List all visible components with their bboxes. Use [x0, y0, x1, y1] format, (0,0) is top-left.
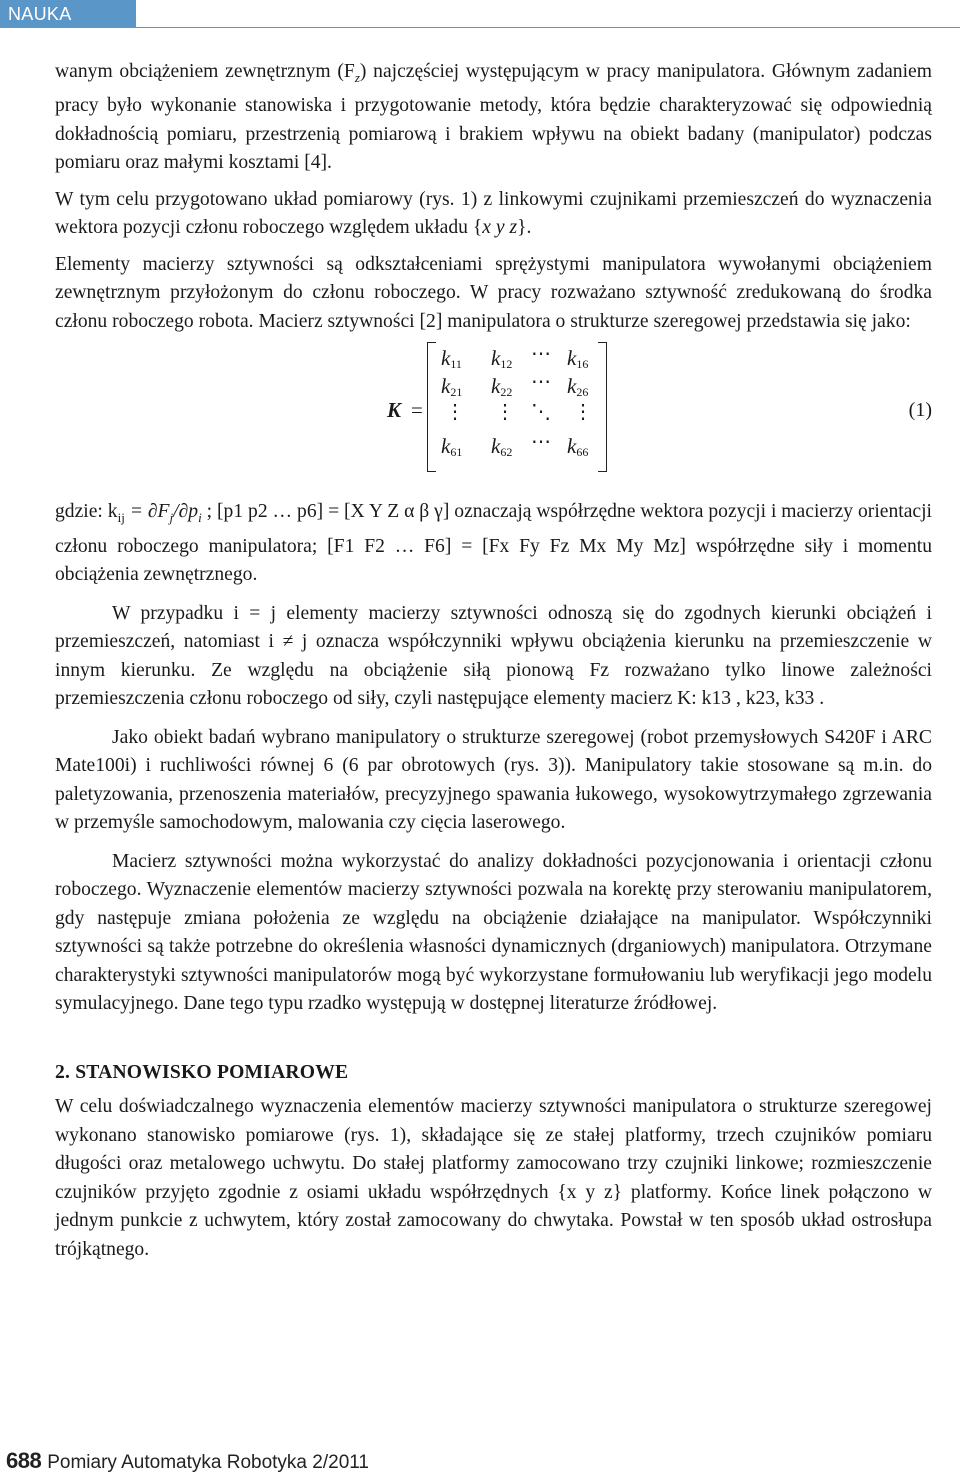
paragraph-4: [55, 498, 932, 589]
section-tag-label: NAUKA: [8, 4, 72, 24]
equation-number: (1): [908, 399, 932, 422]
matrix: [427, 340, 607, 472]
section-heading: 2. STANOWISKO POMIAROWE: [55, 1061, 349, 1083]
matrix-cell-16: $k_{16}$: [567, 346, 589, 372]
paragraph-5: W przypadku i = j elementy macierzy sztywności odnoszą się do zgodnych kierunki obciążeń i przemieszczeń, natomiast i ≠ j oznacza współczynniki wpływu obciążenia kierunku na przemieszczenie w innym kierunku. Ze względu na obciążenie siłą pionową Fz rozważano tylko linowe zależności przemieszczenia członu roboczego od siły, czyli następujące elementy macierz K: k13 , k23, k33 .: [55, 602, 932, 710]
matrix-cell-22: $k_{22}$: [491, 374, 513, 400]
section-tag: [0, 0, 136, 28]
page-number: 688: [6, 1448, 42, 1473]
paragraph-2: [55, 186, 932, 243]
matrix-right-bracket: [598, 342, 607, 472]
stiffness-matrix-formula: [55, 340, 932, 484]
paragraph-1-tail: ) najczęściej występującym w pracy manipulatora. Głównym zadaniem pracy było wykonanie stanowiska i przygotowanie metody, która będzie charakteryzować się odpowiednią dokładnością pomiaru, przestrzenią pomiarową i brakiem wpływu na obiekt badany (manipulator) podczas pomiaru oraz małymi kosztami [4].: [55, 61, 932, 174]
paragraph-1-text: wanym obciążeniem zewnętrznym (F: [55, 61, 355, 82]
p4-rest: 1 p2 … p6] = [X Y Z α β γ] oznaczają współrzędne wektora pozycji i macierzy orientacji członu roboczego manipulatora; [F1 F2 … F6] = [Fx Fy Fz Mx My Mz] współrzędne siły i momentu obciążenia zewnętrznego.: [55, 501, 932, 586]
p4-b: = ∂F: [124, 501, 170, 523]
p4-a: gdzie: k: [55, 501, 118, 523]
matrix-cell-11: $k_{11}$: [441, 346, 462, 372]
matrix-cell-62: $k_{62}$: [491, 434, 513, 460]
header-rule: [136, 27, 960, 28]
matrix-cell-12: $k_{12}$: [491, 346, 513, 372]
paragraph-3: Elementy macierzy sztywności są odkształceniami sprężystymi manipulatora wywołanymi obciążeniem zewnętrznym przyłożonym do członu roboczego. W pracy rozważano sztywność zredukowaną do środka członu roboczego robota. Macierz sztywności [2] manipulatora o strukturze szeregowej przedstawia się jako:: [55, 253, 932, 332]
matrix-vdots-1: ⋮: [445, 401, 465, 424]
matrix-vdots-2: ⋮: [495, 401, 515, 424]
matrix-ddots: ⋱: [531, 401, 551, 424]
p4-sub-j: j: [169, 510, 174, 526]
p4-c: /∂p: [173, 501, 199, 523]
paragraph-2-vars: x y z: [482, 217, 518, 239]
paragraph-6: Jako obiekt badań wybrano manipulatory o strukturze szeregowej (robot przemysłowych S420F i ARC Mate100i) i ruchliwości równej 6 (6 par obrotowych (rys. 3)). Manipulatory takie stosowane są m.in. do paletyzowania, przenoszenia materiałów, precyzyjnego spawania łukowego, wysokowytrzymałego zgrzewania w przemyśle samochodowym, malowania czy cięcia laserowego.: [55, 726, 932, 834]
journal-name: Pomiary Automatyka Robotyka 2/2011: [47, 1452, 369, 1473]
formula-equals: =: [411, 398, 423, 423]
paragraph-7: Macierz sztywności można wykorzystać do analizy dokładności pozycjonowania i orientacji członu roboczego. Wyznaczenie elementów macierzy sztywności pozwala na korektę przy sterowaniu manipulatorem, gdy następuje zmiana położenia ze względu na obciążenie działające na manipulator. Współczynniki sztywności są także potrzebne do określenia własności dynamicznych (drganiowych) manipulatora. Otrzymane charakterystyki sztywności manipulatorów mogą być wykorzystane formułowaniu lub weryfikacji jego modelu symulacyjnego. Dane tego typu rzadko występują w dostępnej literaturze źródłowej.: [55, 850, 932, 1015]
article-body: [55, 58, 932, 1264]
matrix-cell-66: $k_{66}$: [567, 434, 589, 460]
matrix-cell-26: $k_{26}$: [567, 374, 589, 400]
matrix-vdots-3: ⋮: [573, 401, 593, 424]
p4-d: ; [p: [201, 501, 234, 523]
paragraph-8: W celu doświadczalnego wyznaczenia elementów macierzy sztywności manipulatora o strukturze szeregowej wykonano stanowisko pomiarowe (rys. 1), składające się ze stałej platformy, trzech czujników pomiaru długości oraz metalowego uchwytu. Do stałej platformy zamocowano trzy czujniki linkowe; rozmieszczenie czujników przyjęto zgodnie z osiami układu współrzędnych {x y z} platformy. Końce linek połączono w jednym punkcie z uchwytem, który został zamocowany do chwytaka. Powstał w ten sposób układ ostrosłupa trójkątnego.: [55, 1096, 932, 1260]
matrix-hdots-2: ⋯: [531, 371, 551, 394]
page-footer: [6, 1448, 369, 1474]
paragraph-1-sub: z: [354, 69, 360, 85]
matrix-hdots-3: ⋯: [531, 431, 551, 454]
paragraph-1: [55, 58, 932, 178]
formula-lhs: K: [387, 398, 402, 423]
p4-sub-ij: ij: [117, 510, 125, 526]
p4-sub-i: i: [198, 510, 202, 526]
matrix-hdots-1: ⋯: [531, 343, 551, 366]
matrix-left-bracket: [427, 342, 436, 472]
matrix-cell-21: $k_{21}$: [441, 374, 463, 400]
paragraph-2-tail: }.: [517, 217, 532, 239]
matrix-cell-61: $k_{61}$: [441, 434, 463, 460]
paragraph-2-text: W tym celu przygotowano układ pomiarowy (rys. 1) z linkowymi czujnikami przemieszczeń do wyznaczenia wektora pozycji członu roboczego względem układu {: [55, 188, 932, 239]
